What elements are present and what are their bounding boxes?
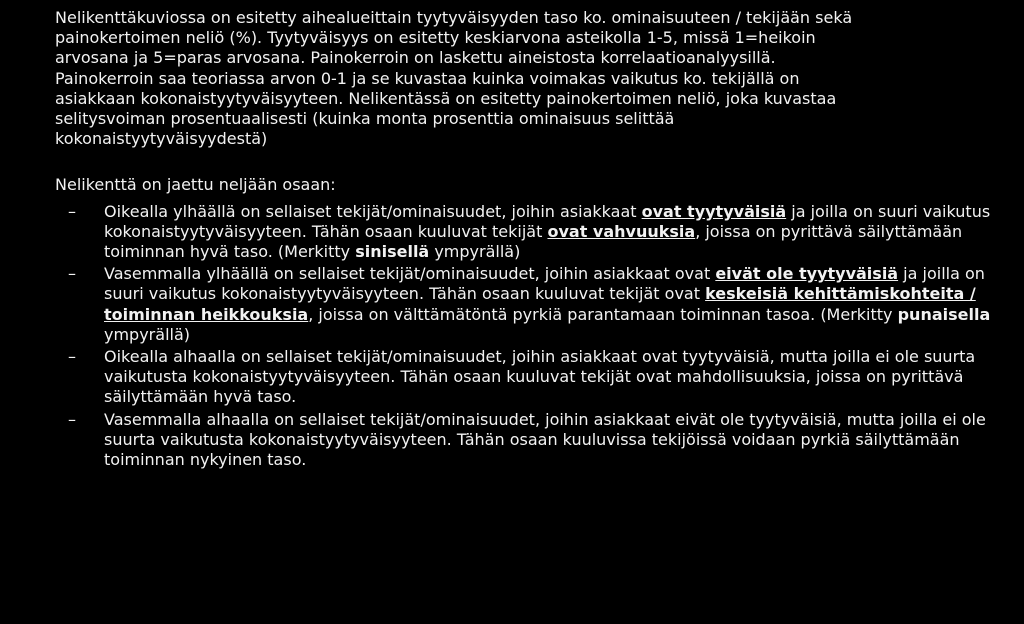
section-title: Nelikenttä on jaettu neljään osaan:: [55, 175, 336, 195]
highlight-text: keskeisiä kehittämiskohteita / toiminnan heikkouksia: [104, 284, 976, 324]
item-text: ja joilla on suuri vaikutus kokonaistyytyväisyyteen. Tähän osaan kuuluvat tekijät: [104, 201, 991, 241]
list-item-bottom-left: [55, 410, 1015, 471]
document-page: [55, 8, 1015, 472]
item-text: , joissa on välttämätöntä pyrkiä parantamaan toiminnan tasoa. (Merkitty: [308, 304, 898, 324]
item-text: Oikealla ylhäällä on sellaiset tekijät/ominaisuudet, joihin asiakkaat: [104, 201, 642, 221]
bold-text: punaisella: [897, 304, 991, 324]
intro-line: arvosana ja 5=paras arvosana. Painokerroin on laskettu aineistosta korrelaatioanalyysillä.: [55, 48, 776, 68]
list-item-top-left: [55, 264, 1015, 345]
bold-text: sinisellä: [355, 242, 430, 262]
highlight-text: ovat vahvuuksia: [547, 221, 696, 241]
intro-line: painokertoimen neliö (%). Tyytyväisyys on esitetty keskiarvona asteikolla 1-5, missä 1=heikoin: [55, 28, 816, 48]
bullet-dash: –: [68, 347, 76, 367]
item-text: , joissa on pyrittävä säilyttämään toiminnan hyvä taso. (Merkitty: [104, 221, 963, 262]
list-item-top-right: [55, 202, 1015, 263]
intro-line: Nelikenttäkuviossa on esitetty aihealueittain tyytyväisyyden taso ko. ominaisuuteen / tekijään sekä: [55, 8, 853, 27]
list-item-bottom-right: [55, 347, 1015, 408]
intro-line: asiakkaan kokonaistyytyväisyyteen. Nelikentässä on esitetty painokertoimen neliö, joka kuvastaa: [55, 88, 837, 108]
intro-line: selitysvoiman prosentuaalisesti (kuinka monta prosenttia ominaisuus selittää: [55, 109, 675, 129]
item-text: Oikealla alhaalla on sellaiset tekijät/ominaisuudet, joihin asiakkaat ovat tyytyväisiä, mutta joilla ei ole suurta vaikutusta kokonaistyytyväisyyteen. Tähän osaan kuuluvat tekijät ovat mahdollisuuksia, joissa on pyrittävä säilyttämään hyvä taso.: [104, 347, 976, 407]
item-text: ympyrällä): [104, 324, 190, 344]
highlight-text: ovat tyytyväisiä: [641, 201, 787, 221]
item-text: Vasemmalla ylhäällä on sellaiset tekijät/ominaisuudet, joihin asiakkaat ovat: [104, 264, 716, 284]
bullet-dash: –: [68, 264, 76, 284]
quadrant-list: [55, 202, 1015, 471]
intro-line: kokonaistyytyväisyydestä): [55, 129, 268, 149]
item-text: ympyrällä): [429, 242, 521, 262]
bullet-dash: –: [68, 409, 76, 429]
intro-paragraph: [55, 8, 1015, 149]
highlight-text: eivät ole tyytyväisiä: [715, 264, 899, 284]
bullet-dash: –: [68, 201, 76, 221]
item-text: Vasemmalla alhaalla on sellaiset tekijät/ominaisuudet, joihin asiakkaat eivät ole tyytyväisiä, mutta joilla ei ole suurta vaikutusta kokonaistyytyväisyyteen. Tähän osaan kuuluvissa tekijöissä voidaan pyrkiä säilyttämään toiminnan nykyinen taso.: [104, 409, 986, 470]
intro-line: Painokerroin saa teoriassa arvon 0-1 ja se kuvastaa kuinka voimakas vaikutus ko. tekijällä on: [55, 68, 800, 88]
item-text: ja joilla on suuri vaikutus kokonaistyytyväisyyteen. Tähän osaan kuuluvat tekijät ovat: [104, 264, 985, 304]
